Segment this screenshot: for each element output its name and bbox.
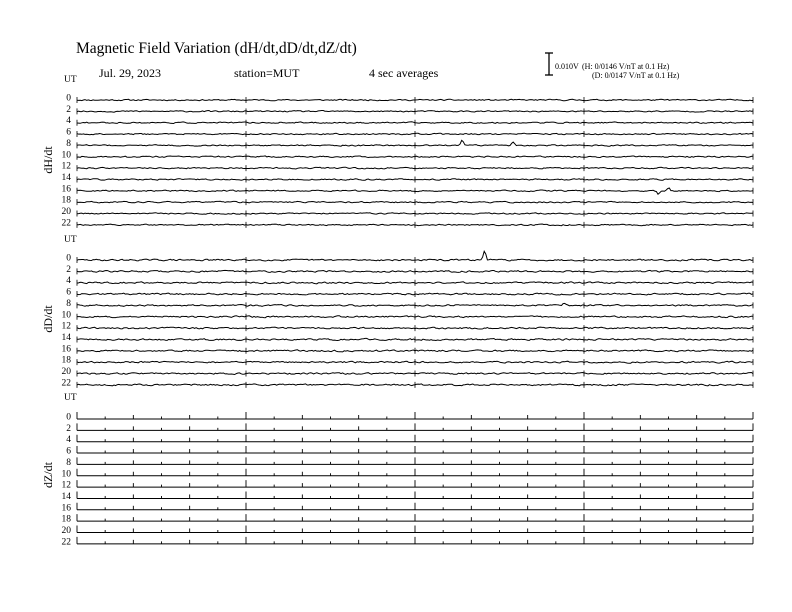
row-label: 0 [66,93,71,104]
panel-ylabel: dH/dt [41,146,55,174]
panels [41,75,753,547]
row-label: 2 [66,264,71,275]
row-label: 16 [61,503,71,514]
ut-label: UT [64,393,77,403]
row-label: 12 [61,480,71,491]
ut-label: UT [64,235,77,245]
scale-value: 0.010V [555,62,579,71]
panel-ylabel: dD/dt [41,305,55,333]
row-label: 2 [66,423,71,434]
row-label: 8 [66,138,71,149]
row-label: 18 [61,355,71,366]
scale-d-note: (D: 0/0147 V/nT at 0.1 Hz) [592,71,680,80]
row-label: 20 [61,367,71,377]
scale-h-note: (H: 0/0146 V/nT at 0.1 Hz) [582,62,670,71]
row-label: 4 [66,116,71,127]
row-label: 10 [61,469,71,480]
row-label: 8 [66,457,71,468]
row-label: 16 [61,344,71,355]
row-label: 0 [66,412,71,423]
row-label: 10 [61,310,71,321]
panel-ylabel: dZ/dt [41,462,55,488]
row-label: 12 [61,321,71,332]
row-label: 20 [61,526,71,536]
row-label: 10 [61,150,71,161]
row-label: 0 [66,253,71,264]
row-label: 6 [66,127,71,138]
row-label: 6 [66,446,71,457]
row-label: 18 [61,195,71,206]
row-label: 22 [61,537,71,548]
row-label: 22 [61,218,71,229]
row-label: 14 [61,491,71,502]
averaging-label: 4 sec averages [369,66,439,80]
row-label: 2 [66,104,71,115]
row-label: 8 [66,298,71,309]
row-label: 6 [66,287,71,298]
row-label: 14 [61,332,71,343]
row-label: 12 [61,161,71,172]
chart-title: Magnetic Field Variation (dH/dt,dD/dt,dZ/dt) [76,40,357,57]
panel-dH-dt [41,75,753,228]
row-label: 14 [61,172,71,183]
date-label: Jul. 29, 2023 [99,66,162,80]
row-label: 16 [61,184,71,195]
row-label: 4 [66,435,71,446]
panel-dZ-dt [41,393,753,547]
row-label: 20 [61,207,71,217]
scale-bar [545,53,553,75]
row-label: 4 [66,276,71,287]
ut-label: UT [64,75,77,85]
panel-dD-dt [41,235,753,388]
row-label: 18 [61,514,71,525]
row-label: 22 [61,378,71,389]
station-label: station=MUT [234,66,300,80]
